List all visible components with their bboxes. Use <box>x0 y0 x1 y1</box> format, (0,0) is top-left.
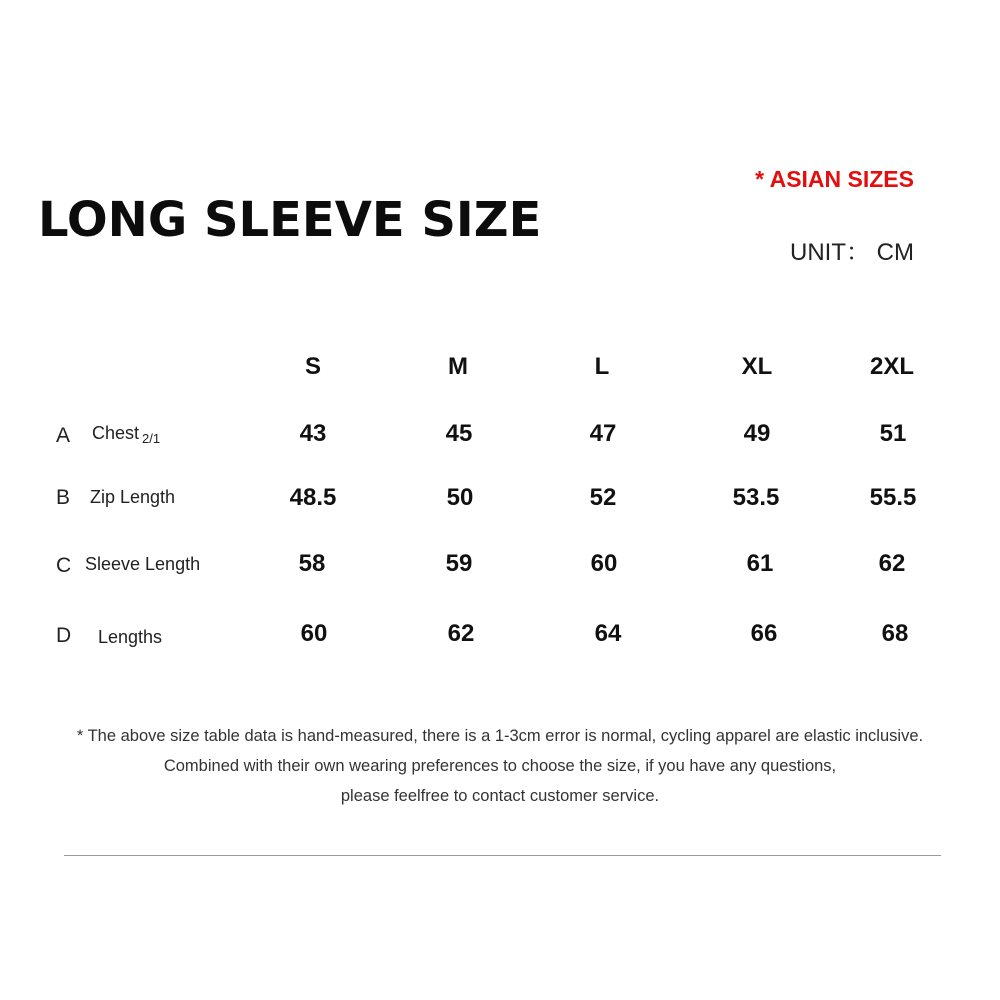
table-cell: 52 <box>589 484 617 511</box>
table-cell: 48.5 <box>289 484 337 511</box>
table-cell: 61 <box>746 550 774 577</box>
row-name-label: Chest <box>92 423 140 443</box>
table-cell: 43 <box>299 420 327 447</box>
table-cell: 49 <box>743 420 771 447</box>
table-cell: 62 <box>878 550 906 577</box>
table-cell: 45 <box>445 420 473 447</box>
page-title: LONG SLEEVE SIZE <box>38 192 542 248</box>
size-header-2xl: 2XL <box>869 353 914 380</box>
row-letter-d: D <box>56 624 72 647</box>
table-cell: 50 <box>446 484 474 511</box>
table-cell: 47 <box>589 420 617 447</box>
table-cell: 66 <box>750 620 778 647</box>
table-cell: 58 <box>298 550 326 577</box>
row-name-zip-length: Zip Length <box>90 487 176 507</box>
table-cell: 55.5 <box>869 484 917 511</box>
table-cell: 60 <box>300 620 328 647</box>
size-header-m: M <box>448 353 468 380</box>
divider <box>64 855 941 856</box>
asian-sizes-label: * ASIAN SIZES <box>755 166 914 192</box>
size-header-s: S <box>304 353 321 380</box>
row-letter-b: B <box>56 486 71 509</box>
row-name-chest <box>92 423 160 444</box>
table-cell: 64 <box>594 620 622 647</box>
row-letter-a: A <box>56 424 71 447</box>
table-cell: 60 <box>590 550 618 577</box>
size-header-xl: XL <box>741 353 773 380</box>
table-cell: 68 <box>881 620 909 647</box>
table-cell: 62 <box>447 620 475 647</box>
size-header-l: L <box>594 353 610 380</box>
note-line-2: Combined with their own wearing preferences to choose the size, if you have any questions, <box>163 757 837 775</box>
row-name-sub: 2/1 <box>142 431 161 446</box>
row-letter-c: C <box>56 554 72 577</box>
row-name-lengths: Lengths <box>98 627 163 647</box>
note-line-3: please feelfree to contact customer service. <box>340 787 660 805</box>
unit-label: UNIT： CM <box>790 239 914 266</box>
row-name-sleeve-length: Sleeve Length <box>85 554 201 574</box>
table-cell: 53.5 <box>732 484 780 511</box>
table-cell: 51 <box>879 420 907 447</box>
table-cell: 59 <box>445 550 473 577</box>
note-line-1: * The above size table data is hand-measured, there is a 1-3cm error is normal, cycling apparel are elastic inclusive. <box>76 727 924 745</box>
